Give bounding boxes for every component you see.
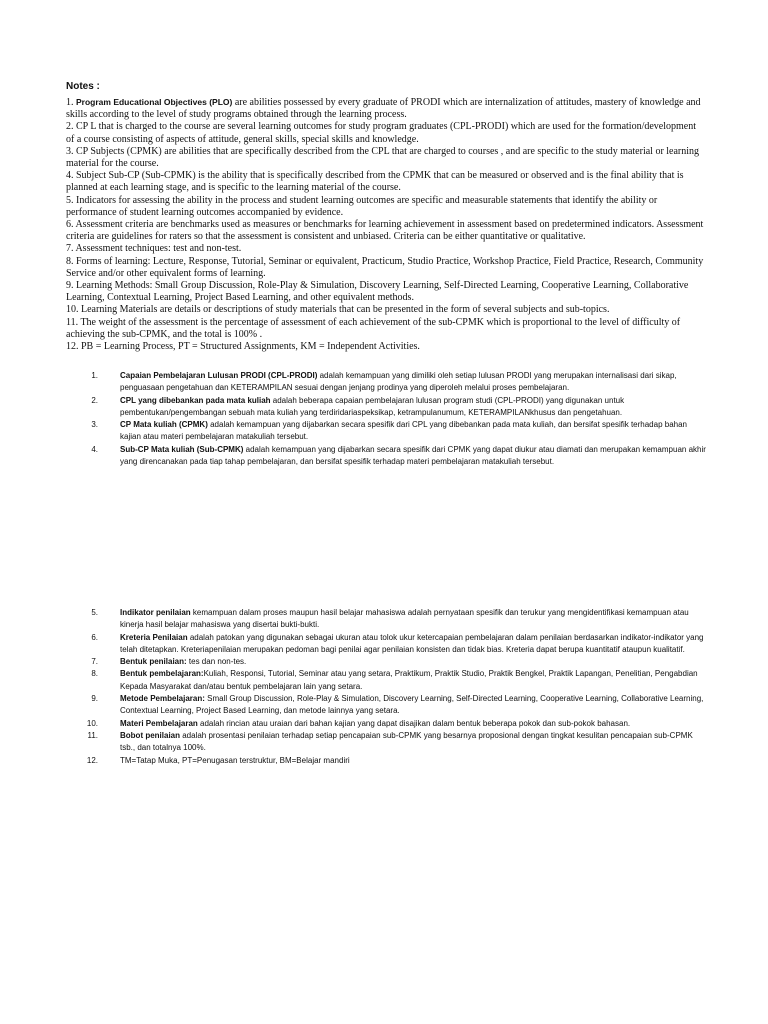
note-text: kemampuan dalam proses maupun hasil belajar mahasiswa adalah pernyataan spesifik dan terukur yang mengidentifikasi kemampuan atau kinerja hasil belajar mahasiswa yang disertai bukti-bukti.	[120, 608, 689, 630]
note-text: PB = Learning Process, PT = Structured Assignments, KM = Independent Activities.	[81, 341, 420, 353]
english-notes-section	[66, 80, 706, 353]
note-number: 8.	[91, 669, 98, 679]
note-body	[98, 444, 710, 469]
note-number: 10.	[86, 718, 98, 728]
indonesian-note-item	[60, 755, 710, 767]
note-text: adalah kemampuan yang dijabarkan secara spesifik dari CPL yang dibebankan pada mata kuliah, dan bersifat spesifik terhadap bahan kajian atau materi pembelajaran matakuliah tersebut.	[120, 420, 687, 442]
note-number: 7.	[66, 243, 76, 255]
note-number: 9.	[91, 694, 98, 704]
note-number: 6.	[66, 219, 76, 231]
note-text: are abilities possessed by every graduate of PRODI which are internalization of attitudes, mastery of knowledge and skills according to the level of study programs obtained through the learning process.	[66, 97, 701, 121]
indonesian-note-item	[60, 419, 710, 444]
english-note-item	[66, 341, 706, 353]
note-number: 12.	[86, 755, 98, 765]
note-text: Subject Sub-CP (Sub-CPMK) is the ability that is specifically described from the CPMK that can be measured or observed and is the final ability that is planned at each learning stage, and is specific to the learning material of the course.	[66, 170, 684, 194]
note-body	[98, 607, 710, 632]
note-body	[98, 668, 710, 693]
note-number: 2.	[66, 121, 76, 133]
indonesian-note-item	[60, 395, 710, 420]
note-term: CPL yang dibebankan pada mata kuliah	[120, 395, 271, 405]
note-number: 3.	[91, 420, 98, 430]
notes-heading: Notes :	[66, 81, 100, 92]
note-text: CP L that is charged to the course are several learning outcomes for study program graduates (CPL-PRODI) which are used for the formation/development of a course consisting of aspects of attitude, general skills, special skills and knowledge.	[66, 121, 697, 145]
note-text: Assessment criteria are benchmarks used as measures or benchmarks for learning achievement in assessment based on predetermined indicators. Assessment criteria are guidelines for raters so that the assessment is consistent and unbiased. Criteria can be either quantitative or qualitative.	[66, 219, 704, 243]
note-term: Sub-CP Mata kuliah (Sub-CPMK)	[120, 444, 244, 454]
english-note-item	[66, 256, 706, 280]
indonesian-note-item	[60, 444, 710, 469]
indonesian-notes-list-part1	[60, 370, 710, 468]
note-number: 5.	[91, 608, 98, 617]
note-number: 11.	[87, 730, 98, 740]
note-term: CP Mata kuliah (CPMK)	[120, 420, 208, 430]
indonesian-note-item	[60, 730, 710, 755]
english-note-item	[66, 121, 706, 145]
note-term: Kreteria Penilaian	[120, 632, 188, 642]
note-body	[98, 755, 710, 767]
note-number: 1.	[91, 371, 98, 380]
note-body	[98, 730, 710, 755]
note-term: Metode Pembelajaran:	[120, 694, 205, 704]
english-note-item	[66, 317, 706, 341]
note-text: Learning Materials are details or descriptions of study materials that can be presented in the form of several subjects and sub-topics.	[81, 304, 610, 316]
note-body	[98, 370, 710, 395]
english-note-item	[66, 195, 706, 219]
note-number: 4.	[66, 170, 76, 182]
note-number: 10.	[66, 304, 81, 316]
note-number: 7.	[91, 657, 98, 667]
note-text: CP Subjects (CPMK) are abilities that are specifically described from the CPL that are charged to courses , and are specific to the study material or learning material for the course.	[66, 145, 700, 170]
english-note-item	[66, 219, 706, 243]
note-text: TM=Tatap Muka, PT=Penugasan terstruktur, BM=Belajar mandiri	[120, 755, 350, 765]
note-body	[98, 395, 710, 420]
note-number: 12.	[66, 341, 81, 353]
note-term: Materi Pembelajaran	[120, 718, 198, 728]
note-term: Capaian Pembelajaran Lulusan PRODI (CPL-PRODI)	[120, 371, 318, 380]
note-number: 4.	[91, 444, 98, 454]
note-text: Assessment techniques: test and non-test.	[75, 243, 242, 255]
note-text: adalah kemampuan yang dimiliki oleh setiap lulusan PRODI yang merupakan internalisasi dari sikap, penguasaan pengetahuan dan KETERAMPILAN sesuai dengan jenjang prodinya yang diperoleh melalui proses pembelajaran.	[120, 371, 677, 393]
note-text: adalah beberapa capaian pembelajaran lulusan program studi (CPL-PRODI) yang digunakan untuk pembentukan/pengembangan sebuah mata kuliah yang terdiridariaspeksikap, ketrampulanumum, KETERAMPILANkhusus dan pengetahuan.	[120, 395, 625, 417]
indonesian-note-item	[60, 718, 710, 730]
english-note-item	[66, 280, 706, 304]
note-number: 6.	[91, 632, 98, 642]
note-term: Program Educational Objectives (PLO)	[76, 97, 233, 107]
indonesian-note-item	[60, 370, 710, 395]
indonesian-note-item	[60, 607, 710, 632]
note-text: The weight of the assessment is the percentage of assessment of each achievement of the sub-CPMK which is proportional to the level of difficulty of achieving the sub-CPMK, and the total is 100% .	[66, 316, 681, 340]
note-term: Bentuk pembelajaran:	[120, 669, 204, 679]
note-term: Indikator penilaian	[120, 608, 191, 617]
note-number: 9.	[66, 280, 76, 292]
note-number: 3.	[66, 145, 76, 157]
english-note-item	[66, 96, 706, 121]
note-number: 8.	[66, 255, 76, 267]
note-text: Small Group Discussion, Role-Play & Simulation, Discovery Learning, Self-Directed Learning, Cooperative Learning, Collaborative Learning, Contextual Learning, Project Based Learning, dan metode lainnya yang setara.	[120, 694, 704, 716]
note-text: adalah rincian atau uraian dari bahan kajian yang dapat disajikan dalam bentuk beberapa pokok dan sub-pokok bahasan.	[197, 718, 631, 728]
english-note-item	[66, 170, 706, 194]
note-number: 5.	[66, 194, 76, 206]
indonesian-note-item	[60, 656, 710, 668]
note-number: 11.	[66, 316, 81, 328]
note-body	[98, 632, 710, 657]
note-text: adalah patokan yang digunakan sebagai ukuran atau tolok ukur ketercapaian pembelajaran dalam penilaian berdasarkan indikator-indikator yang telah ditetapkan. Kreteriapenilaian merupakan pedoman bagi penilai agar penilaian konsisten dan tidak bias. Kreteria dapat berupa kuantitatif ataupun kualitatif.	[120, 632, 704, 654]
note-text: Indicators for assessing the ability in the process and student learning outcomes are specific and measurable statements that identify the ability or performance of student learning outcomes accompanied by evidence.	[66, 194, 658, 218]
note-term: Bobot penilaian	[120, 730, 180, 740]
note-number: 2.	[91, 395, 98, 405]
indonesian-notes-list-part2	[60, 607, 710, 767]
note-text: Forms of learning: Lecture, Response, Tutorial, Seminar or equivalent, Practicum, Studio Practice, Workshop Practice, Field Practice, Research, Community Service and/or other equivalent forms of learning.	[66, 255, 704, 279]
english-note-item	[66, 243, 706, 255]
english-notes-list	[66, 96, 706, 353]
indonesian-note-item	[60, 693, 710, 718]
note-body	[98, 419, 710, 444]
note-number: 1.	[66, 97, 76, 108]
note-text: Kuliah, Responsi, Tutorial, Seminar atau yang setara, Praktikum, Praktik Studio, Praktik Bengkel, Praktik Lapangan, Penelitian, Pengabdian Kepada Masyarakat dan/atau bentuk pembelajaran lain yang setara.	[120, 669, 698, 691]
indonesian-note-item	[60, 632, 710, 657]
english-note-item	[66, 146, 706, 170]
note-body	[98, 693, 710, 718]
indonesian-note-item	[60, 668, 710, 693]
note-text: Learning Methods: Small Group Discussion, Role-Play & Simulation, Discovery Learning, Self-Directed Learning, Cooperative Learning, Collaborative Learning, Contextual Learning, Project Based Learning, and other equivalent methods.	[66, 280, 689, 304]
note-text: tes dan non-tes.	[186, 657, 247, 667]
note-body	[98, 656, 710, 668]
note-text: adalah kemampuan yang dijabarkan secara spesifik dari CPMK yang dapat diukur atau diamati dan merupakan kemampuan akhir yang direncanakan pada tiap tahap pembelajaran, dan bersifat spesifik terhadap materi pembelajaran matakuliah tersebut.	[120, 444, 706, 467]
note-body	[98, 718, 710, 730]
note-term: Bentuk penilaian:	[120, 657, 187, 667]
english-note-item	[66, 304, 706, 316]
note-text: adalah prosentasi penilaian terhadap setiap pencapaian sub-CPMK yang besarnya proposional dengan tingkat kesulitan pencapaian sub-CPMK tsb., dan totalnya 100%.	[120, 730, 693, 753]
